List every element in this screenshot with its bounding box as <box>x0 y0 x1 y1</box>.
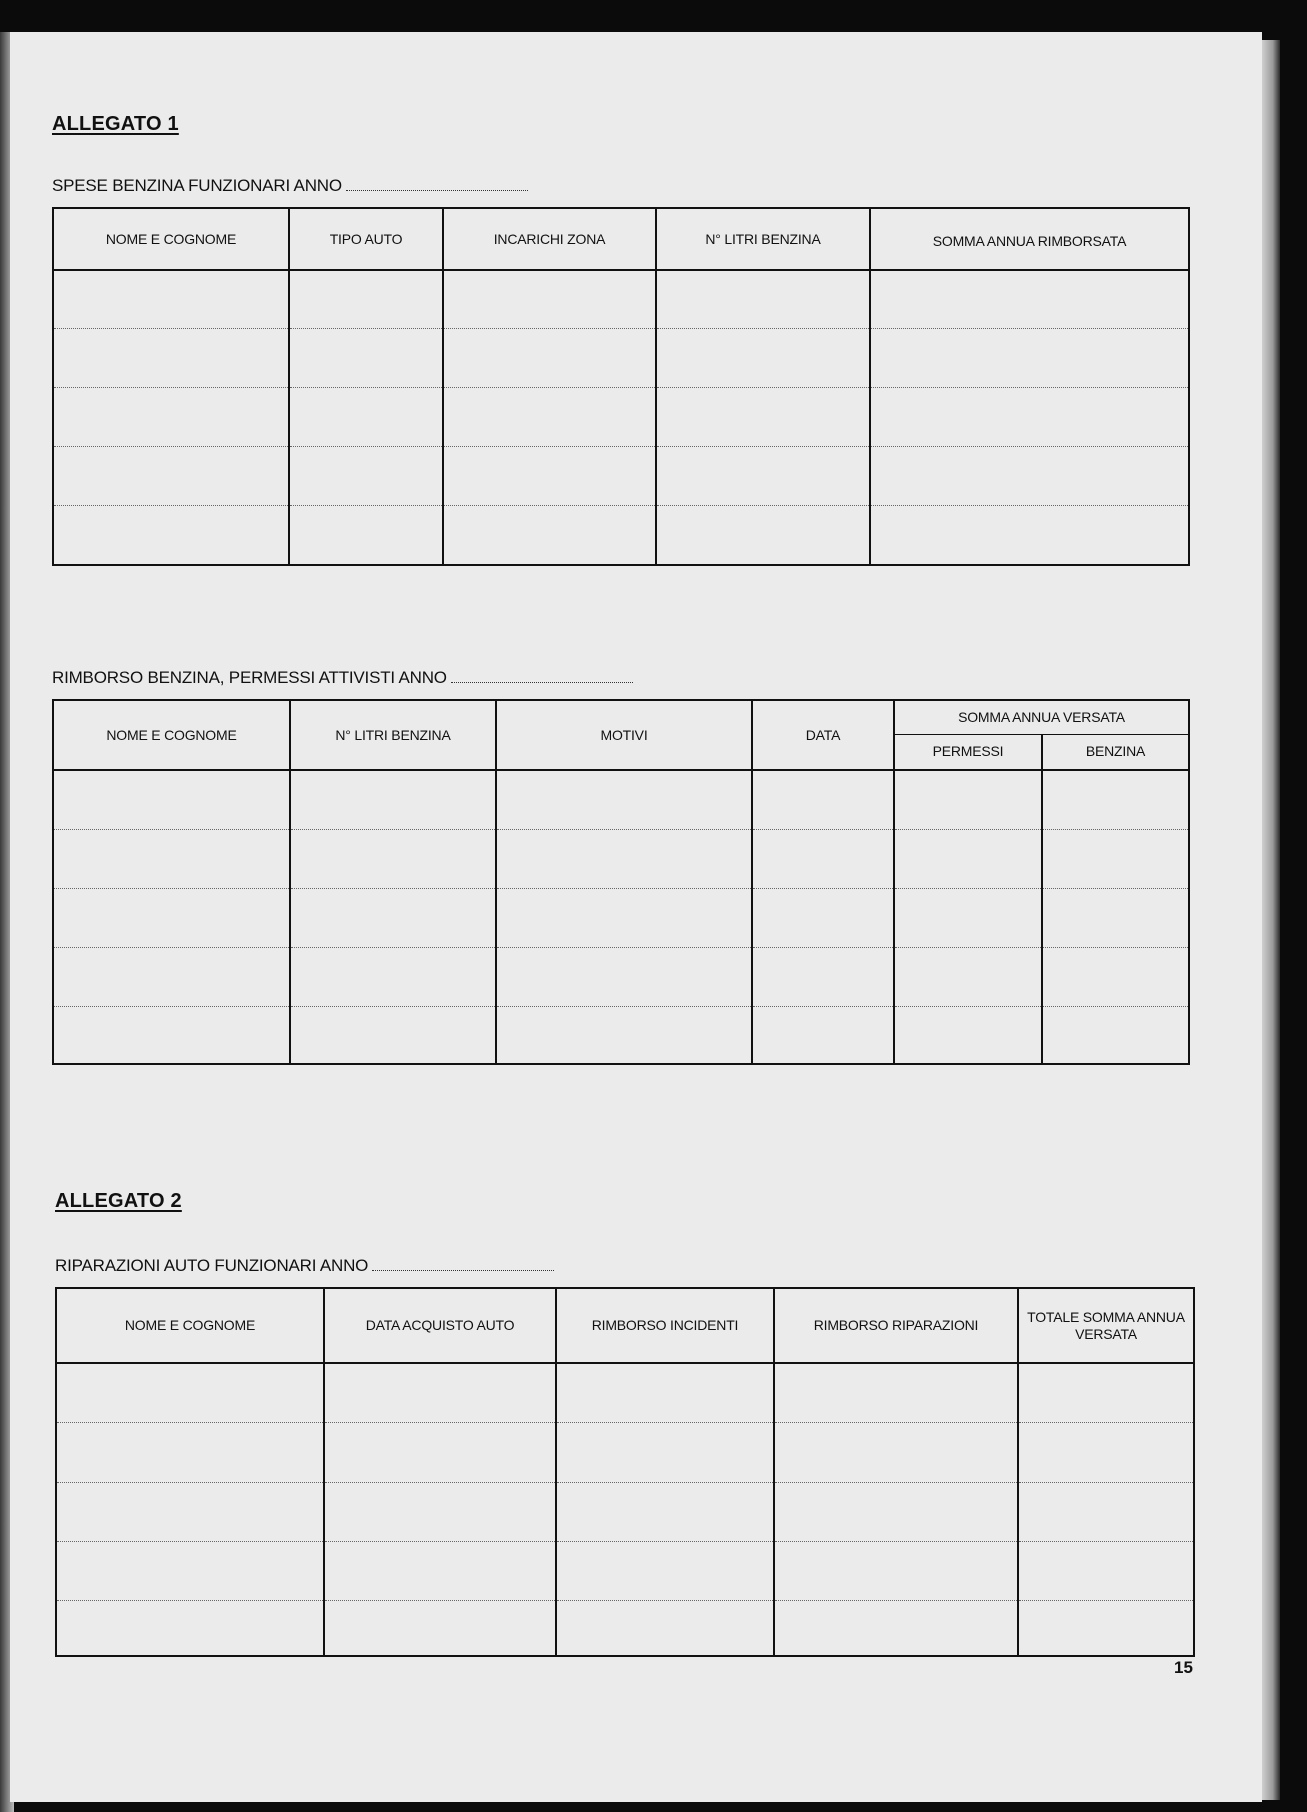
form2-col-permits: PERMESSI <box>894 734 1042 770</box>
table-row <box>53 1006 1189 1064</box>
form3-col-name: NOME E COGNOME <box>56 1288 324 1363</box>
table-row <box>56 1422 1194 1482</box>
table-row <box>56 1600 1194 1656</box>
table-row <box>53 446 1189 505</box>
form2-group-header: SOMMA ANNUA VERSATA <box>894 700 1189 734</box>
table-row <box>53 270 1189 328</box>
table-row <box>56 1541 1194 1600</box>
form2-label: RIMBORSO BENZINA, PERMESSI ATTIVISTI ANNO <box>52 668 447 687</box>
form2-col-date: DATA <box>752 700 894 770</box>
form3-label-line <box>55 1256 554 1276</box>
form3-col-purchase-date: DATA ACQUISTO AUTO <box>324 1288 556 1363</box>
table-row <box>56 1363 1194 1422</box>
form1-col-zone: INCARICHI ZONA <box>443 208 656 270</box>
form2-table <box>52 699 1190 1065</box>
form2-header-row <box>53 700 1189 734</box>
form3-table <box>55 1287 1195 1657</box>
form3-col-accidents: RIMBORSO INCIDENTI <box>556 1288 774 1363</box>
form2-label-line <box>52 668 633 688</box>
form1-col-reimbursed: SOMMA ANNUA RIMBORSATA <box>870 208 1189 270</box>
allegato-1-title: ALLEGATO 1 <box>52 113 179 135</box>
table-row <box>53 770 1189 829</box>
form2-year-blank[interactable] <box>451 668 633 683</box>
form1-col-liters: N° LITRI BENZINA <box>656 208 870 270</box>
table-row <box>53 888 1189 947</box>
page-edge <box>1262 40 1280 1800</box>
table-row <box>53 829 1189 888</box>
form1-year-blank[interactable] <box>346 176 528 191</box>
form1-label: SPESE BENZINA FUNZIONARI ANNO <box>52 176 342 195</box>
form1-col-name: NOME E COGNOME <box>53 208 289 270</box>
form3-col-total: TOTALE SOMMA ANNUA VERSATA <box>1018 1288 1194 1363</box>
allegato-2-title: ALLEGATO 2 <box>55 1190 182 1212</box>
page-number: 15 <box>1174 1658 1193 1677</box>
form2-col-reasons: MOTIVI <box>496 700 752 770</box>
form3-header-row <box>56 1288 1194 1363</box>
form3-label: RIPARAZIONI AUTO FUNZIONARI ANNO <box>55 1256 369 1275</box>
form2-col-fuel: BENZINA <box>1042 734 1189 770</box>
form1-header-row <box>53 208 1189 270</box>
table-row <box>56 1482 1194 1541</box>
table-row <box>53 947 1189 1006</box>
form1-col-car-type: TIPO AUTO <box>289 208 443 270</box>
form1-table <box>52 207 1190 566</box>
form1-label-line <box>52 176 528 196</box>
table-row <box>53 505 1189 565</box>
form2-col-name: NOME E COGNOME <box>53 700 290 770</box>
table-row <box>53 387 1189 446</box>
form2-col-liters: N° LITRI BENZINA <box>290 700 496 770</box>
form3-year-blank[interactable] <box>372 1256 554 1271</box>
form3-col-repairs: RIMBORSO RIPARAZIONI <box>774 1288 1018 1363</box>
table-row <box>53 328 1189 387</box>
